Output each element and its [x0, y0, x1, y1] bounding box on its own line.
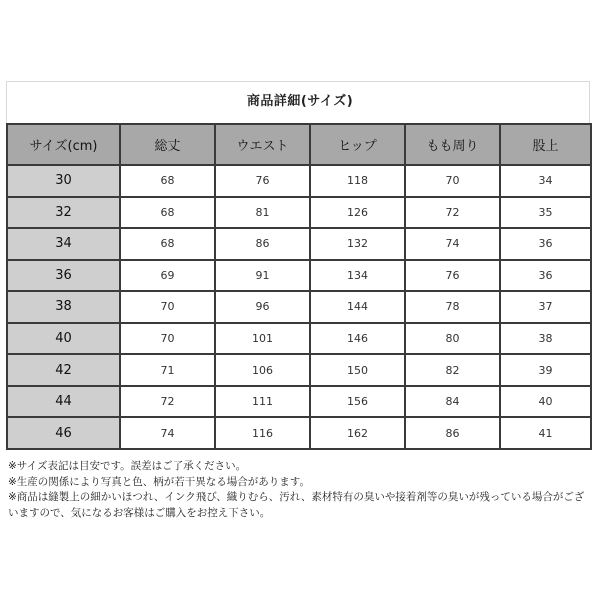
table-row — [7, 354, 591, 386]
table-cell: 74 — [120, 417, 215, 449]
table-cell: 34 — [500, 165, 591, 197]
table-cell: 78 — [405, 291, 500, 323]
table-cell: 118 — [310, 165, 405, 197]
table-cell: 76 — [215, 165, 310, 197]
table-cell: 106 — [215, 354, 310, 386]
table-cell: 116 — [215, 417, 310, 449]
table-body — [7, 165, 591, 449]
table-cell: 68 — [120, 197, 215, 229]
header-thigh: もも周り — [405, 124, 500, 165]
table-cell: 86 — [405, 417, 500, 449]
table-row — [7, 165, 591, 197]
size-label: 34 — [7, 228, 120, 260]
size-label: 40 — [7, 323, 120, 355]
table-cell: 81 — [215, 197, 310, 229]
table-cell: 144 — [310, 291, 405, 323]
header-total-length: 総丈 — [120, 124, 215, 165]
table-cell: 96 — [215, 291, 310, 323]
note-line: ※生産の関係により写真と色、柄が若干異なる場合があります。 — [8, 475, 310, 488]
table-cell: 162 — [310, 417, 405, 449]
header-size: サイズ(cm) — [7, 124, 120, 165]
table-cell: 150 — [310, 354, 405, 386]
table-cell: 36 — [500, 228, 591, 260]
table-cell: 68 — [120, 165, 215, 197]
table-cell: 146 — [310, 323, 405, 355]
header-hip: ヒップ — [310, 124, 405, 165]
table-cell: 156 — [310, 386, 405, 418]
table-cell: 38 — [500, 323, 591, 355]
table-cell: 76 — [405, 260, 500, 292]
note-line: ※サイズ表記は目安です。誤差はご了承ください。 — [8, 460, 247, 472]
table-cell: 70 — [405, 165, 500, 197]
table-cell: 69 — [120, 260, 215, 292]
size-label: 38 — [7, 291, 120, 323]
header-rise: 股上 — [500, 124, 591, 165]
size-label: 36 — [7, 260, 120, 292]
size-label: 30 — [7, 165, 120, 197]
table-cell: 101 — [215, 323, 310, 355]
table-cell: 36 — [500, 260, 591, 292]
table-cell: 74 — [405, 228, 500, 260]
table-cell: 132 — [310, 228, 405, 260]
table-cell: 39 — [500, 354, 591, 386]
table-row — [7, 228, 591, 260]
table-cell: 35 — [500, 197, 591, 229]
table-row — [7, 197, 591, 229]
table-cell: 70 — [120, 291, 215, 323]
size-label: 44 — [7, 386, 120, 418]
size-label: 46 — [7, 417, 120, 449]
table-cell: 134 — [310, 260, 405, 292]
note-line: ※商品は縫製上の細かいほつれ、インク飛び、織りむら、汚れ、素材特有の臭いや接着剤等の臭いが残っている場合がございますので、気になるお客様はご購入をお控え下さい。 — [8, 491, 585, 519]
table-cell: 126 — [310, 197, 405, 229]
table-cell: 72 — [405, 197, 500, 229]
table-cell: 82 — [405, 354, 500, 386]
table-cell: 72 — [120, 386, 215, 418]
table-row — [7, 323, 591, 355]
table-row — [7, 417, 591, 449]
table-cell: 91 — [215, 260, 310, 292]
size-table — [6, 123, 592, 450]
table-cell: 41 — [500, 417, 591, 449]
table-cell: 40 — [500, 386, 591, 418]
table-cell: 111 — [215, 386, 310, 418]
table-cell: 86 — [215, 228, 310, 260]
table-cell: 37 — [500, 291, 591, 323]
header-waist: ウエスト — [215, 124, 310, 165]
size-label: 32 — [7, 197, 120, 229]
table-cell: 68 — [120, 228, 215, 260]
header-row — [7, 124, 591, 165]
table-cell: 80 — [405, 323, 500, 355]
table-row — [7, 291, 591, 323]
table-cell: 70 — [120, 323, 215, 355]
table-row — [7, 386, 591, 418]
table-row — [7, 260, 591, 292]
notes — [8, 459, 592, 521]
table-cell: 71 — [120, 354, 215, 386]
table-cell: 84 — [405, 386, 500, 418]
size-label: 42 — [7, 354, 120, 386]
page-title: 商品詳細(サイズ) — [246, 94, 354, 109]
